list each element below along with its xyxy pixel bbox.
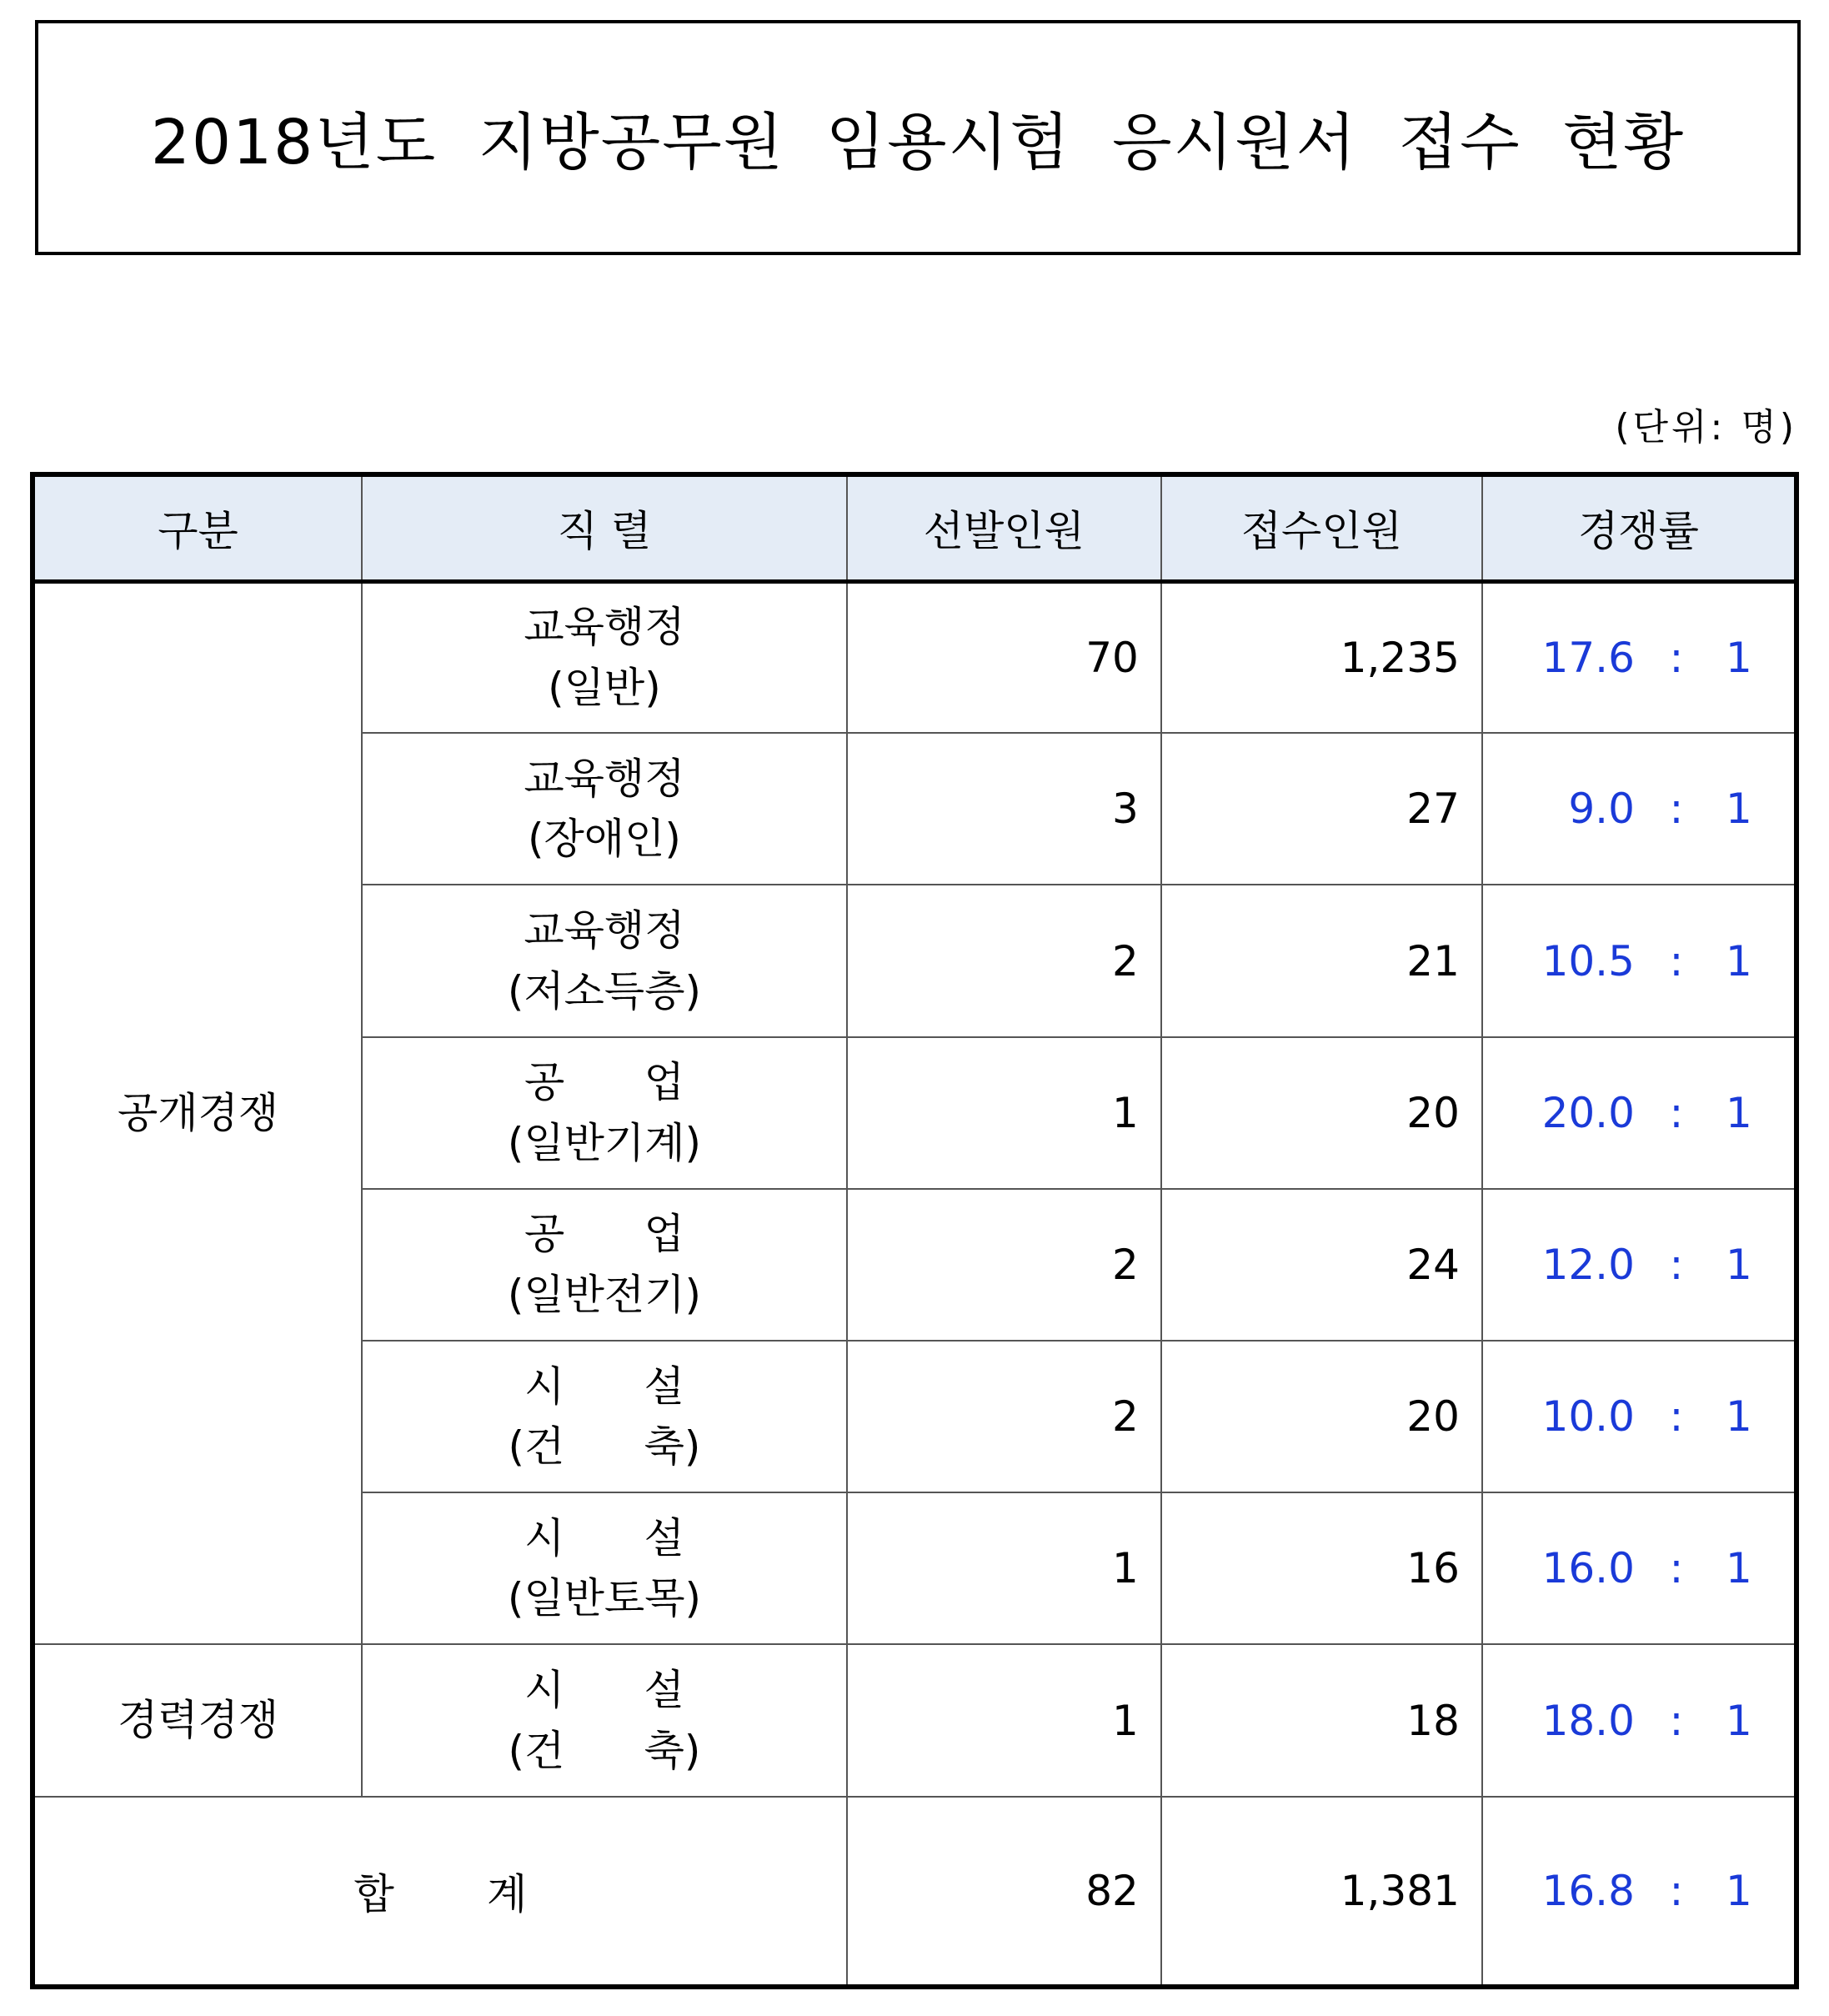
competition-ratio — [1482, 1644, 1796, 1796]
application-status-table — [30, 472, 1799, 1989]
competition-ratio — [1482, 1492, 1796, 1644]
job-series-cell — [362, 1492, 847, 1644]
group-open-competition: 공개경쟁 — [33, 581, 362, 1644]
ratio-colon: : — [1669, 1866, 1684, 1915]
ratio-base: 1 — [1725, 1392, 1752, 1442]
ratio-value: 10.0 — [1541, 1392, 1635, 1442]
applied-count: 16 — [1161, 1492, 1482, 1644]
header-category: 구분 — [33, 474, 362, 581]
page-title: 2018년도 지방공무원 임용시험 응시원서 접수 현황 — [150, 107, 1686, 178]
total-row — [33, 1797, 1796, 1987]
applied-count: 18 — [1161, 1644, 1482, 1796]
ratio-base: 1 — [1725, 1544, 1752, 1593]
total-label: 합 계 — [33, 1797, 847, 1987]
job-series-detail: (일반기계) — [507, 1118, 702, 1167]
job-series-detail: (저소득층) — [507, 966, 702, 1016]
selected-count: 1 — [847, 1644, 1161, 1796]
ratio-colon: : — [1669, 936, 1684, 985]
ratio-base: 1 — [1725, 785, 1752, 834]
job-series-name: 공 업 — [524, 1210, 684, 1259]
ratio-colon: : — [1669, 1240, 1684, 1289]
total-ratio — [1482, 1797, 1796, 1987]
ratio-colon: : — [1669, 633, 1684, 682]
header-selected: 선발인원 — [847, 474, 1161, 581]
ratio-value: 12.0 — [1541, 1240, 1635, 1289]
ratio-base: 1 — [1725, 1240, 1752, 1289]
selected-count: 1 — [847, 1492, 1161, 1644]
header-row — [33, 474, 1796, 581]
selected-count: 3 — [847, 733, 1161, 885]
total-selected: 82 — [847, 1797, 1161, 1987]
ratio-value: 17.6 — [1541, 633, 1635, 682]
ratio-base: 1 — [1725, 1088, 1752, 1137]
ratio-colon: : — [1669, 1544, 1684, 1593]
competition-ratio — [1482, 1189, 1796, 1341]
ratio-value: 20.0 — [1541, 1088, 1635, 1137]
table-row — [33, 1644, 1796, 1796]
selected-count: 1 — [847, 1037, 1161, 1189]
job-series-detail: (장애인) — [527, 815, 681, 864]
competition-ratio — [1482, 581, 1796, 733]
applied-count: 27 — [1161, 733, 1482, 885]
job-series-detail: (일반토목) — [507, 1574, 702, 1623]
ratio-colon: : — [1669, 1392, 1684, 1442]
job-series-detail: (일반전기) — [507, 1270, 702, 1319]
ratio-colon: : — [1669, 785, 1684, 834]
ratio-colon: : — [1669, 1088, 1684, 1137]
competition-ratio — [1482, 885, 1796, 1036]
job-series-cell — [362, 581, 847, 733]
job-series-name: 시 설 — [524, 1362, 684, 1411]
group-career-competition: 경력경쟁 — [33, 1644, 362, 1796]
header-job-series: 직 렬 — [362, 474, 847, 581]
table-row — [33, 581, 1796, 733]
ratio-base: 1 — [1725, 633, 1752, 682]
applied-count: 24 — [1161, 1189, 1482, 1341]
job-series-name: 시 설 — [524, 1513, 684, 1562]
total-applied: 1,381 — [1161, 1797, 1482, 1987]
job-series-cell — [362, 733, 847, 885]
job-series-name: 교육행정 — [524, 906, 685, 955]
job-series-cell — [362, 885, 847, 1036]
job-series-name: 시 설 — [524, 1666, 684, 1715]
job-series-cell — [362, 1037, 847, 1189]
selected-count: 2 — [847, 1189, 1161, 1341]
job-series-cell — [362, 1189, 847, 1341]
competition-ratio — [1482, 733, 1796, 885]
header-applied: 접수인원 — [1161, 474, 1482, 581]
competition-ratio — [1482, 1341, 1796, 1492]
ratio-colon: : — [1669, 1696, 1684, 1745]
ratio-value: 9.0 — [1568, 785, 1635, 834]
unit-label: (단위: 명) — [1615, 406, 1797, 449]
job-series-name: 교육행정 — [524, 754, 685, 803]
ratio-value: 18.0 — [1541, 1696, 1635, 1745]
job-series-detail: (건 축) — [508, 1422, 701, 1472]
job-series-cell — [362, 1341, 847, 1492]
header-ratio: 경쟁률 — [1482, 474, 1796, 581]
job-series-detail: (건 축) — [508, 1726, 701, 1775]
ratio-base: 1 — [1725, 1696, 1752, 1745]
job-series-cell — [362, 1644, 847, 1796]
selected-count: 2 — [847, 885, 1161, 1036]
ratio-base: 1 — [1725, 936, 1752, 985]
applied-count: 20 — [1161, 1037, 1482, 1189]
applied-count: 1,235 — [1161, 581, 1482, 733]
job-series-name: 공 업 — [524, 1058, 684, 1107]
ratio-value: 16.0 — [1541, 1544, 1635, 1593]
applied-count: 20 — [1161, 1341, 1482, 1492]
job-series-detail: (일반) — [548, 663, 661, 712]
job-series-name: 교육행정 — [524, 603, 685, 652]
ratio-value: 16.8 — [1541, 1866, 1635, 1915]
title-box — [35, 20, 1801, 255]
applied-count: 21 — [1161, 885, 1482, 1036]
competition-ratio — [1482, 1037, 1796, 1189]
selected-count: 2 — [847, 1341, 1161, 1492]
ratio-base: 1 — [1725, 1866, 1752, 1915]
ratio-value: 10.5 — [1541, 936, 1635, 985]
selected-count: 70 — [847, 581, 1161, 733]
